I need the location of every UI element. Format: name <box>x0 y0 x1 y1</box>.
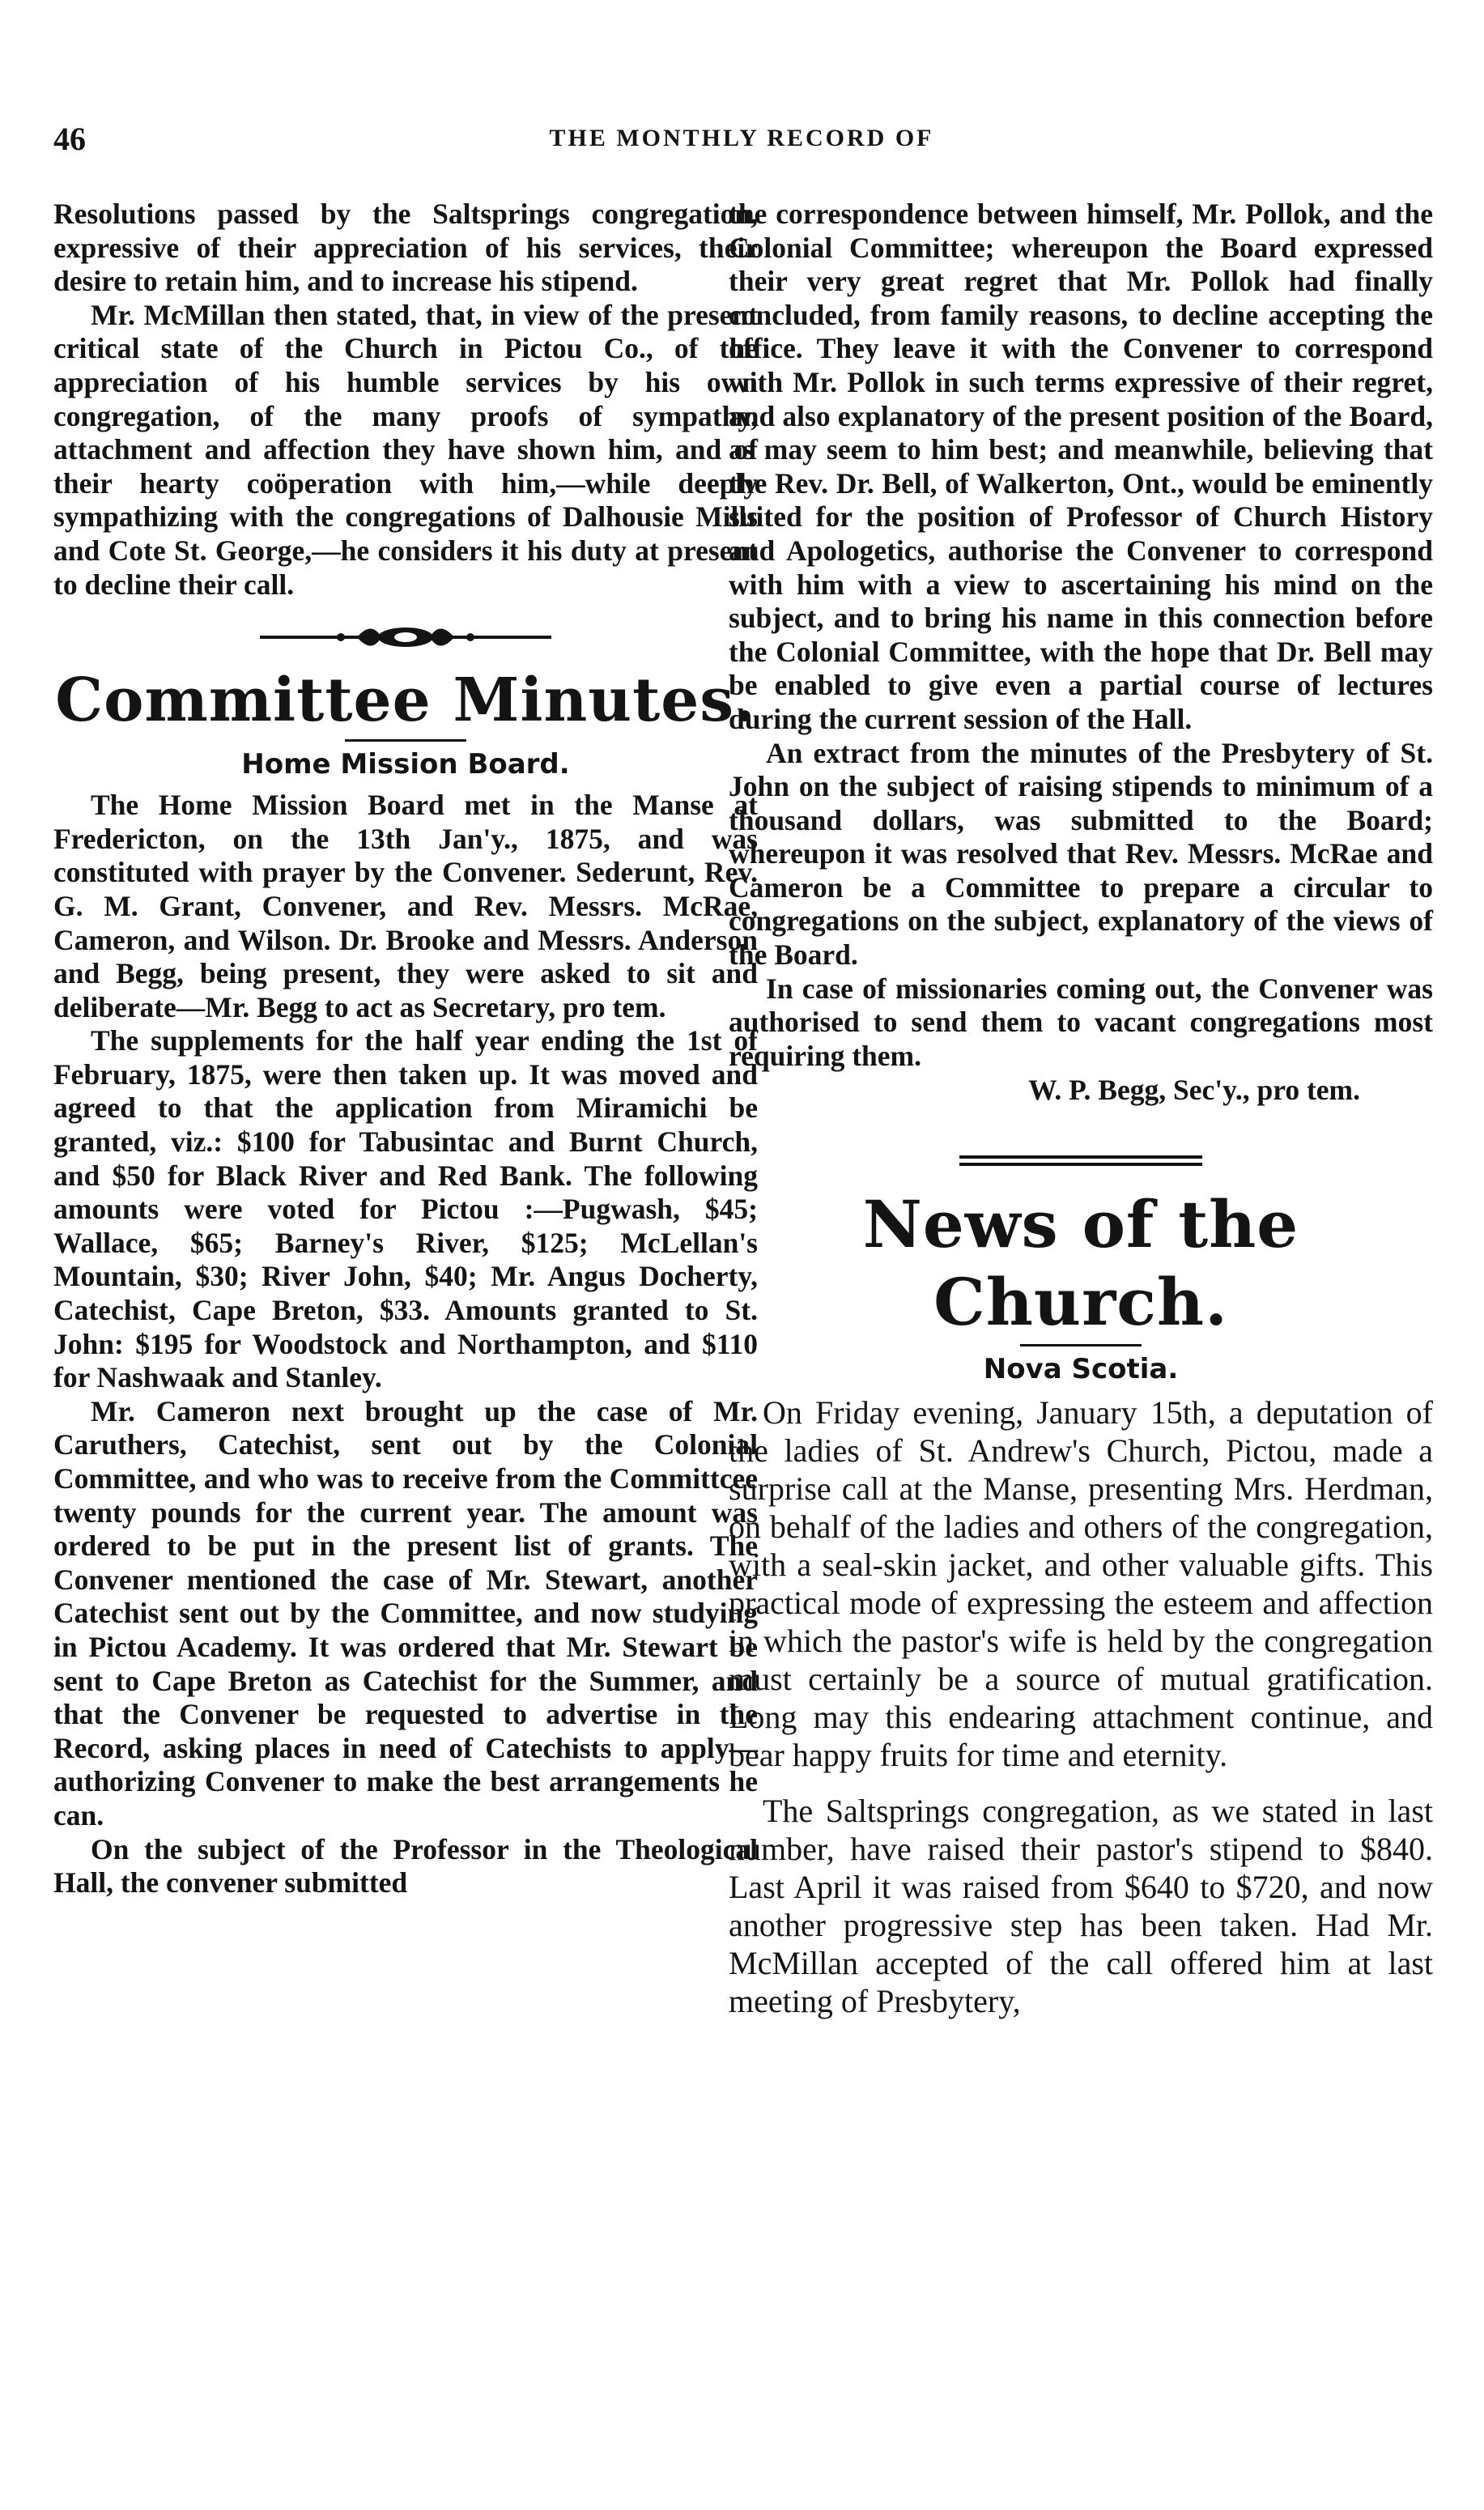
body-paragraph: Mr. McMillan then stated, that, in view of the present critical state of the Church in Pictou Co., of the appreciation of his humble services by his own congregation, of the many proofs of sympathy, attachment and affection they have shown him, and of their hearty coöperation with him,—while deeply sympathizing with the congregations of Dalhousie Mills and Cote St. George,—he considers it his duty at present to decline their call. <box>53 298 758 601</box>
heading-rule <box>345 739 466 742</box>
minutes-paragraph: The Home Mission Board met in the Manse at Fredericton, on the 13th Jan'y., 1875, and was constituted with prayer by the Convener. Sederunt, Rev. G. M. Grant, Convener, and Rev. Messrs. McRae, Cameron, and Wilson. Dr. Brooke and Messrs. Anderson and Begg, being present, they were asked to sit and deliberate—Mr. Begg to act as Secretary, pro tem. <box>53 789 758 1023</box>
journal-title: THE MONTHLY RECORD OF <box>549 125 934 151</box>
running-header <box>53 120 1430 168</box>
right-column <box>729 198 1433 2020</box>
minutes-paragraph: The supplements for the half year ending the 1st of February, 1875, were then taken up. It was moved and agreed to that the application from Miramichi be granted, viz.: $100 for Tabusintac and Burnt Church, and $50 for Black River and Red Bank. The following amounts were voted for Pictou :—Pugwash, $45; Wallace, $65; Barney's River, $125; McLellan's Mountain, $30; River John, $40; Mr. Angus Docherty, Catechist, Cape Breton, $33. Amounts granted to St. John: $195 for Woodstock and Northampton, and $110 for Nashwaak and Stanley. <box>53 1024 758 1394</box>
body-paragraph: An extract from the minutes of the Presbytery of St. John on the subject of raising stipends to minimum of a thousand dollars, was submitted to the Board; whereupon it was resolved that Rev. Messrs. McRae and Cameron be a Committee to prepare a circular to congregations on the subject, explanatory of the views of the Board. <box>729 736 1433 972</box>
home-mission-board-subheading: Home Mission Board. <box>241 748 570 781</box>
nova-scotia-subheading: Nova Scotia. <box>983 1353 1179 1386</box>
page-number: 46 <box>53 121 86 157</box>
continued-paragraph: the correspondence between himself, Mr. Pollok, and the Colonial Committee; whereupon the Board expressed their very great regret that Mr. Pollok had finally concluded, from family reasons, to decline accepting the office. They leave it with the Convener to correspond with Mr. Pollok in such terms expressive of their regret, and also explanatory of the present position of the Board, as may seem to him best; and meanwhile, believing that the Rev. Dr. Bell, of Walkerton, Ont., would be eminently suited for the position of Professor of Church History and Apologetics, authorise the Convener to correspond with him with a view to ascertaining his mind on the subject, and to bring his name in this connection before the Colonial Committee, with the hope that Dr. Bell may be enabled to give even a partial course of lectures during the current session of the Hall. <box>729 198 1433 735</box>
left-column <box>53 198 758 1900</box>
minutes-paragraph: Mr. Cameron next brought up the case of Mr. Caruthers, Catechist, sent out by the Colonial Committee, and who was to receive from the Committcee twenty pounds for the current year. The amount was ordered to be put in the present list of grants. The Convener mentioned the case of Mr. Stewart, another Catechist sent out by the Committee, and now studying in Pictou Academy. It was ordered that Mr. Stewart be sent to Cape Breton as Catechist for the Summer, and that the Convener be requested to advertise in the Record, asking places in need of Catechists to apply—authorizing Convener to make the best arrangements he can. <box>53 1394 758 1831</box>
committee-minutes-heading: Committee Minutes. <box>55 666 756 736</box>
news-of-the-church-heading: News of the Church. <box>862 1186 1299 1341</box>
continued-paragraph: Resolutions passed by the Saltsprings congregation, expressive of their appreciation of his services, their desire to retain him, and to increase his stipend. <box>53 198 758 298</box>
news-paragraph: On Friday evening, January 15th, a deputation of the ladies of St. Andrew's Church, Pictou, made a surprise call at the Manse, presenting Mrs. Herdman, on behalf of the ladies and others of the congregation, with a seal-skin jacket, and other valuable gifts. This practical mode of expressing the esteem and affection in which the pastor's wife is held by the congregation must certainly be a source of mutual gratification. Long may this endearing attachment continue, and bear happy fruits for time and eternity. <box>729 1394 1433 1774</box>
ornament-divider <box>260 623 551 652</box>
double-rule-divider <box>959 1155 1202 1166</box>
secretary-signature: W. P. Begg, Sec'y., pro tem. <box>1028 1074 1360 1107</box>
minutes-paragraph: On the subject of the Professor in the Theological Hall, the convener submitted <box>53 1832 758 1900</box>
news-items <box>729 1393 1433 2020</box>
news-paragraph: The Saltsprings congregation, as we stated in last number, have raised their pastor's stipend to $840. Last April it was raised from $640 to $720, and now another progressive step has been taken. Had Mr. McMillan accepted of the call offered him at last meeting of Presbytery, <box>729 1793 1433 2020</box>
heading-rule <box>1020 1344 1142 1346</box>
body-paragraph: In case of missionaries coming out, the Convener was authorised to send them to vacant congregations most requiring them. <box>729 972 1433 1072</box>
